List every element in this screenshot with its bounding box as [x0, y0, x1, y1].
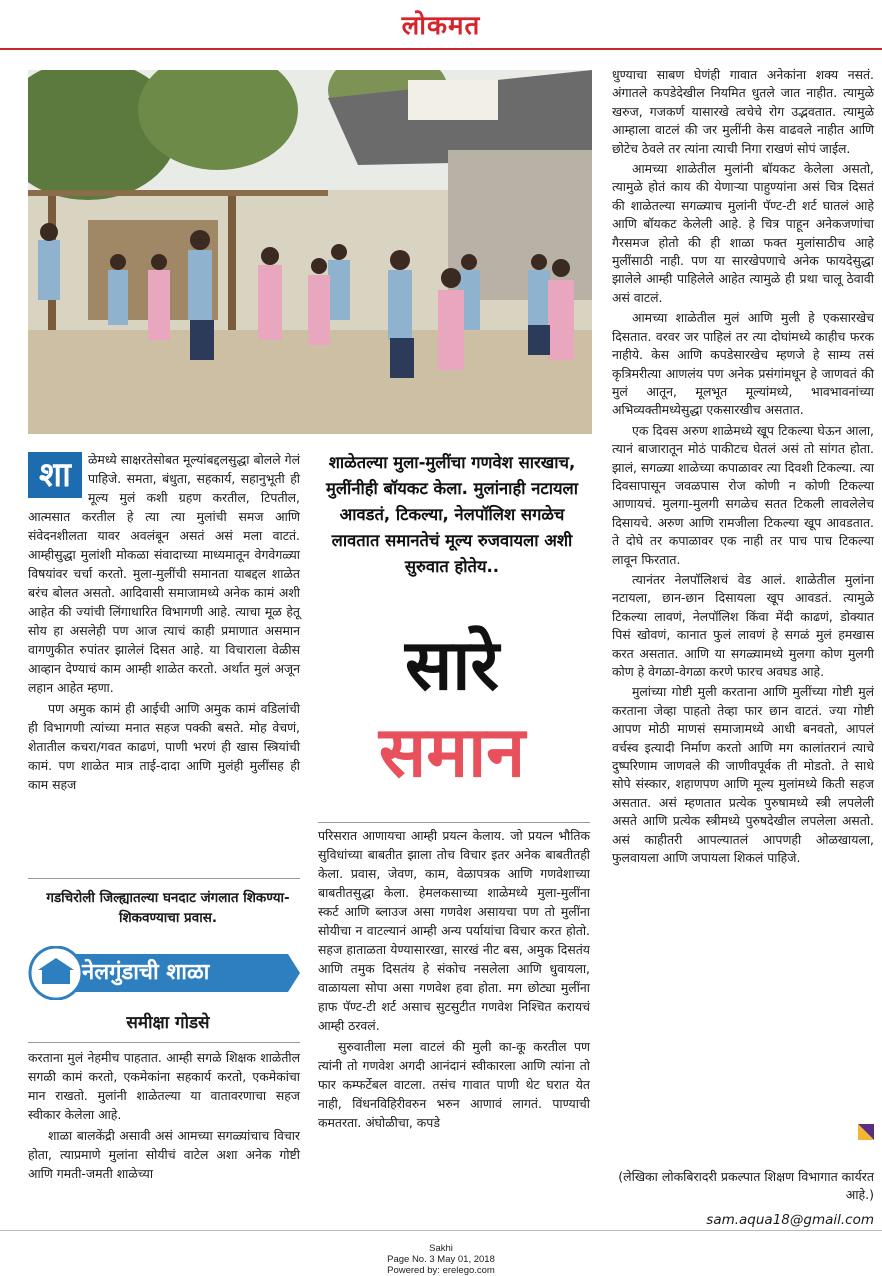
headline-line-2: समान — [378, 711, 526, 793]
paragraph: करताना मुलं नेहमीच पाहतात. आम्ही सगळे शिक्षक शाळेतील सगळी कामं करतो, एकमेकांना सहकार्य करतो, एकमेकांचा मान राखतो. मुलांनी शाळेतल्या या वातावरणाचा सहज स्वीकार केलेला आहे. — [28, 1050, 300, 1122]
headline-line-1: सारे — [404, 624, 500, 706]
column-1-top — [28, 450, 300, 796]
newspaper-logo: लोकमत — [401, 11, 481, 41]
author-name: समीक्षा गोडसे — [126, 1013, 210, 1033]
kicker: गडचिरोली जिल्ह्यातल्या घनदाट जंगलात शिकण्या-शिकवण्याचा प्रवास. — [46, 890, 290, 926]
paragraph: ळेमध्ये साक्षरतेसोबत मूल्यांबद्दलसुद्धा बोलले गेलं पाहिजे. समता, बंधुता, सहकार्य, सहानुभूती ही मूल्य मुलं कशी ग्रहण करतील, टिपतील, आत्मसात करतील हे त्या त्या मुलांची समज आणि संवेदनशीलता यावर अवलंबून असतं असं मला वाटतं. आम्हीसुद्धा मुलांशी मोकळा संवादाच्या माध्यमातून वेगवेगळ्या विषयांवर चर्चा करतो. मुला-मुलींची समानता याबद्दल शाळेत बरंच बोलत असतो. आदिवासी समाजामध्ये अनेक कामं अशी आहेत की ज्यांची लिंगाधारित विभागणी आहे. त्याचा मूळ हेतू सोय हा असलेही पण आज त्याचं काही प्रमाणात असमान वागणुकीत रुपांतर झालेलं दिसत आहे. या विचाराला वेळीस आव्हान देण्याचं काम आम्ही शाळेत करतो. अर्थात मुलं अजून लहान आहेत म्हणा. — [28, 452, 300, 695]
paragraph: सुरुवातीला मला वाटलं की मुली का-कू करतील पण त्यांनी तो गणवेश अगदी आनंदानं स्वीकारला आणि त्यांना तो फार कम्फर्टेबल वाटला. तसंच गावात पाणी थेट घरात येत नाही, विंधनविहिरीवरुन भरुन आणावं लागतं. पाण्याची कमतरता. अंघोळीचा, कपडे — [318, 1039, 590, 1130]
divider — [28, 1042, 300, 1043]
paragraph: परिसरात आणायचा आम्ही प्रयत्न केलाय. जो प्रयत्न भौतिक सुविधांच्या बाबतीत झाला तोच विचार इतर अनेक बाबतीतही केला. प्रवास, जेवण, काम, वेळापत्रक आणि गणवेशाच्या बाबतीतसुद्धा केला. हेमलकसाच्या शाळेमध्ये मुला-मुलींना स्कर्ट आणि ब्लाउज असा गणवेश असायचा पण तो मुलींना सोयीचा न वाटल्यानं आम्ही अन्य पर्यायांचा विचार करत होतो. सहज हाताळता येण्यासारखा, सारखं नीट बस, अमुक दिसतंय आणि तमुक दिसतंय हे संकोच नसलेला आणि धुवायला, वाळायला सोपा असा गणवेश हवा होता. मग छोट्या मुलींना हाफ पॅण्ट-टी शर्ट असाच सुटसुटीत गणवेश निश्चित करायचं आम्ही ठरवलं. — [318, 828, 590, 1033]
deck: शाळेतल्या मुला-मुलींचा गणवेश सारखाच, मुलींनीही बॉयकट केला. मुलांनाही नटायला आवडतं, टिकल्या, नेलपॉलिश सगळेच लावतात समानतेचं मूल्य रुजवायला अशी सुरुवात होतेय.. — [326, 453, 578, 576]
column-1-bottom — [28, 1048, 300, 1185]
paragraph: पण अमुक कामं ही आईची आणि अमुक कामं वडिलांची ही विभागणी त्यांच्या मनात सहज पक्की बसते. मोह वेचणं, शेतातील कचरा/गवत काढणं, पाणी भरणं ही खास स्त्रियांची कामं. पण शाळेत मात्र ताई-दादा आणि मुलंही मुलींसह ही काम सहज — [28, 701, 300, 792]
column-3 — [612, 66, 874, 869]
footer-powered-by: Powered by: erelego.com — [387, 1265, 495, 1276]
footer-section: Sakhi — [429, 1243, 453, 1254]
author-email: sam.aqua18@gmail.com — [706, 1212, 874, 1228]
paragraph: आमच्या शाळेतील मुलं आणि मुली हे एकसारखेच दिसतात. वरवर जर पाहिलं तर त्या दोघांमध्ये काहीच फरक नाहीये. केस आणि कपडेसारखेच म्हणजे हे साम्य तसं कृत्रिमरीत्या आणलंय पण अनेक प्रसंगांमधून हे जाणवतं की मुलं आतून, मूलभूत मूल्यांमध्ये, भावभावनांच्या अभिव्यक्तीमध्येसुद्धा एकसारखीच असतात. — [612, 310, 874, 418]
masthead — [0, 0, 882, 50]
paragraph: एक दिवस अरुण शाळेमध्ये खूप टिकल्या घेऊन आला, त्यानं बाजारातून मोठं पाकीटच घेतलं असं तो सांगत होता. झालं, सगळ्या शाळेच्या कपाळावर त्या दिवशी टिकल्या. त्या दिवसापासून जवळपास रोज कोणी न कोणी टिकल्या आणायचं. मुलगा-मुलगी सगळेच सतत टिकली लावलेलेच दिसायचे. अरुण आणि रामजीला टिकल्या खूप आवडतात. ते दोघे तर कपाळावर एक नाही तर पाच पाच टिकल्या लावून फिरतात. — [612, 422, 874, 567]
page-footer — [0, 1230, 882, 1276]
paragraph: मुलांच्या गोष्टी मुली करताना आणि मुलींच्या गोष्टी मुलं करताना जेव्हा पाहतो तेव्हा फार छान वाटतं. ज्या गोष्टी आपण मोठी माणसं समाजामध्ये आधी बनवतो, आपलं वर्चस्व इत्यादी निर्माण करतो आणि मग कालांतरानं त्याचे दुष्परिणाम जाणवले की जाणीवपूर्वक ती मोडतो. ते साधे सोपे संस्कार, शहाणपण आणि मूल्य मुलांमध्ये किती सहज असतात. असं म्हणतात प्रत्येक पुरुषामध्ये स्त्री लपलेली असते आणि प्रत्येक स्त्रीमध्ये पुरुषदेखील लपलेला असतो. असं काहीतरी आपल्यातलं आपणही ओळखायला, फुलवायला आणि जपायला शिकलं पाहिजे. — [612, 684, 874, 866]
school-children-photo — [28, 70, 592, 434]
paragraph: त्यानंतर नेलपॉलिशचं वेड आलं. शाळेतील मुलांना नटायला, छान-छान दिसायला खूप आवडतं. त्यामुळे टिकल्या लावणं, नेलपॉलिश किंवा मेंदी काढणं, डोक्यात पिसं खोवणं, कानात फुलं लावणं हे सगळं मुलं हमखास करत असतात. आणि या सगळ्यामध्ये मुलगा कोण मुलगी कोण हे वेगळा-वेगळा करणे फारच अवघड आहे. — [612, 571, 874, 679]
paragraph: आमच्या शाळेतील मुलांनी बॉयकट केलेला असतो, त्यामुळे होतं काय की येणाऱ्या पाहुण्यांना असं चित्र दिसतं की शाळेतल्या सगळ्याच मुलांनी पॅण्ट-टी शर्ट घातलं आहे आणि बॉयकट केलेली आहे. हे चित्र पाहून अनेकजणांचा गैरसमज होतो की ही शाळा फक्त मुलांसाठीच आहे मुलींसाठी नाही. पण या सारखेपणाचे अनेक फायदेसुद्धा झालेले आम्ही पाहिलेले आहेत त्यामुळे ही प्रथा चालू ठेवावी असं वाटलं. — [612, 161, 874, 305]
banner-title: नेलगुंडाची शाळा — [82, 960, 210, 985]
footer-page-info: Page No. 3 May 01, 2018 — [387, 1254, 495, 1265]
drop-cap: शा — [28, 452, 82, 498]
end-mark-icon — [858, 1124, 874, 1140]
column-2 — [318, 826, 590, 1134]
paragraph: शाळा बालकेंद्री असावी असं आमच्या सगळ्यांचाच विचार होता, त्याप्रमाणे मुलांना सोयीचं वाटेल अशा अनेक गोष्टी आणि गमती-जमती शाळेच्या — [28, 1128, 300, 1181]
divider — [28, 878, 300, 879]
author-credit: (लेखिका लोकबिरादरी प्रकल्पात शिक्षण विभागात कार्यरत आहे.) — [618, 1169, 874, 1202]
divider — [318, 822, 590, 823]
paragraph: धुण्याचा साबण घेणंही गावात अनेकांना शक्य नसतं. अंगातले कपडेदेखील नियमित धुतले जात नाहीत. त्यामुळे खरुज, गजकर्ण यासारखे त्वचेचे रोग उद्भवतात. त्यामुळे आम्हाला वाटलं की जर मुलींनी केस वाढवले नाहीत आणि छोटेच ठेवले तर त्यांना त्याची निगा राखणं सोपं जाईल. — [612, 67, 874, 156]
